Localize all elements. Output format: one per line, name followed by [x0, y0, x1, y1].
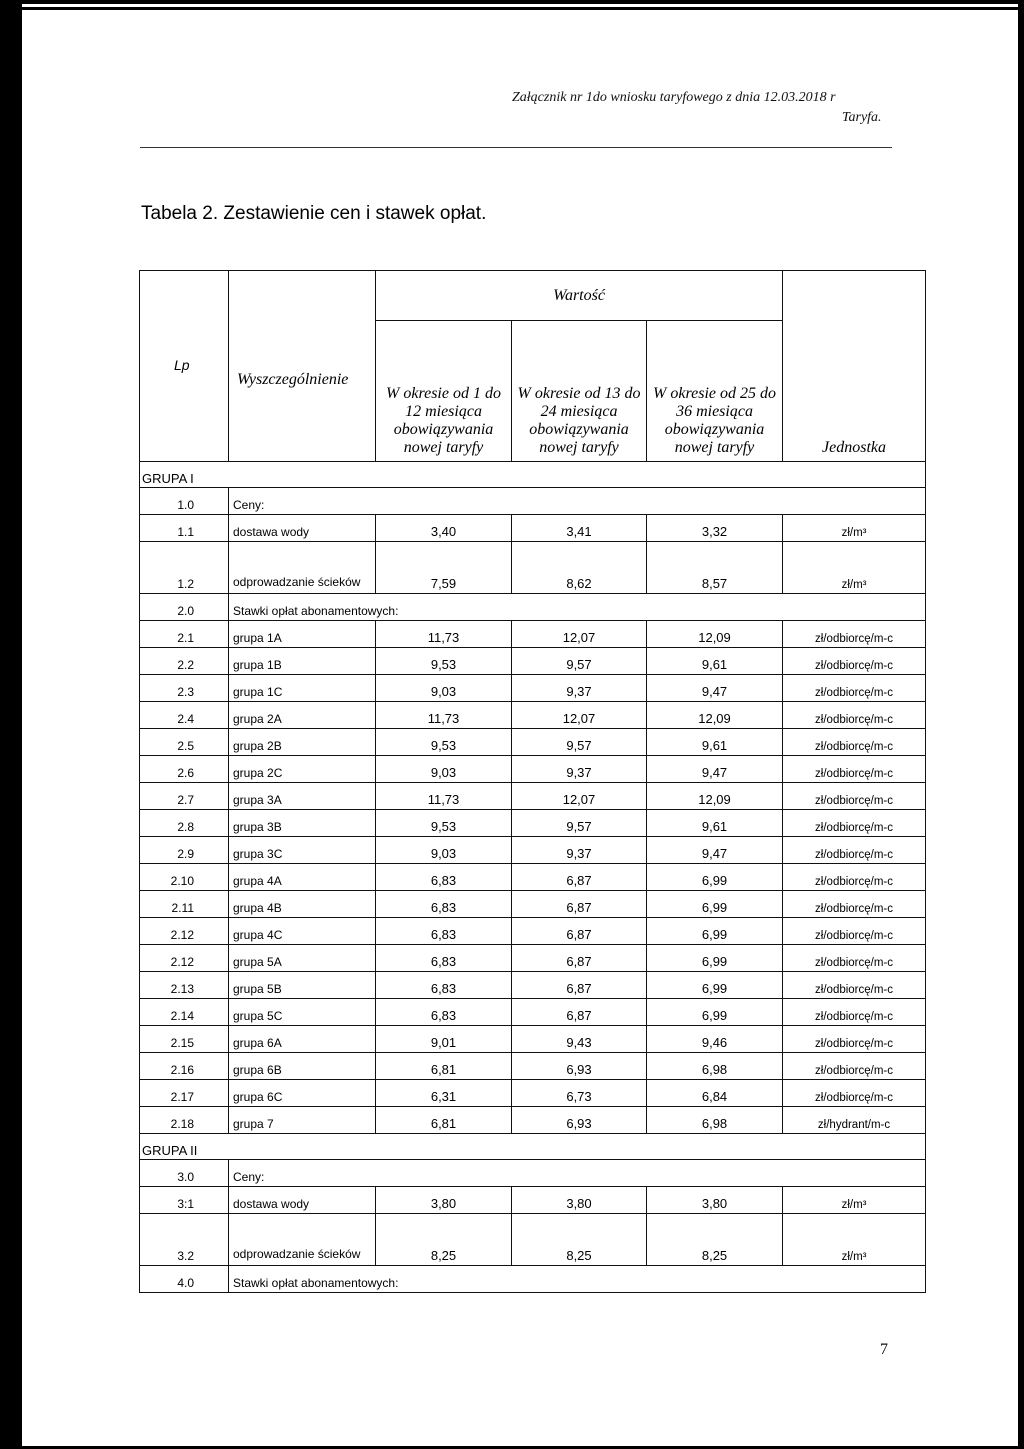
table-row	[140, 918, 926, 945]
row-value-period3: 9,61	[647, 648, 783, 675]
row-lp: 2.4	[140, 702, 229, 729]
table-row	[140, 621, 926, 648]
row-lp: 2.5	[140, 729, 229, 756]
row-value-period1: 6,81	[376, 1107, 512, 1134]
row-value-period3: 9,61	[647, 729, 783, 756]
row-value-period3: 9,46	[647, 1026, 783, 1053]
row-description: grupa 7	[229, 1107, 376, 1134]
row-value-period3: 6,99	[647, 891, 783, 918]
row-description: odprowadzanie ścieków	[229, 542, 376, 594]
row-value-period1: 3,80	[376, 1187, 512, 1214]
row-value-period2: 6,93	[512, 1053, 647, 1080]
row-description: grupa 3C	[229, 837, 376, 864]
row-value-period2: 12,07	[512, 783, 647, 810]
row-description: grupa 1B	[229, 648, 376, 675]
row-value-period2: 9,37	[512, 756, 647, 783]
row-description: grupa 6C	[229, 1080, 376, 1107]
row-lp: 3.0	[140, 1160, 229, 1187]
row-unit: zł/odbiorcę/m-c	[783, 1026, 926, 1053]
row-value-period3: 6,99	[647, 972, 783, 999]
table-row	[140, 999, 926, 1026]
table-row	[140, 972, 926, 999]
scan-top-edge	[22, 4, 1018, 7]
row-value-period2: 6,87	[512, 864, 647, 891]
table-row	[140, 542, 926, 594]
row-unit: zł/odbiorcę/m-c	[783, 675, 926, 702]
row-value-period1: 9,03	[376, 837, 512, 864]
row-value-period3: 3,32	[647, 515, 783, 542]
row-section-label: Ceny:	[229, 1160, 926, 1187]
row-unit: zł/odbiorcę/m-c	[783, 864, 926, 891]
row-lp: 2.16	[140, 1053, 229, 1080]
col-period1-header: W okresie od 1 do 12 miesiąca obowiązywania nowej taryfy	[376, 321, 512, 462]
row-value-period2: 12,07	[512, 702, 647, 729]
row-value-period2: 9,37	[512, 675, 647, 702]
row-value-period3: 9,61	[647, 810, 783, 837]
row-description: grupa 4A	[229, 864, 376, 891]
row-lp: 2.0	[140, 594, 229, 621]
table-row	[140, 729, 926, 756]
table-row	[140, 1080, 926, 1107]
row-value-period1: 9,01	[376, 1026, 512, 1053]
table-row	[140, 891, 926, 918]
row-value-period3: 6,99	[647, 864, 783, 891]
row-lp: 2.8	[140, 810, 229, 837]
row-value-period2: 9,37	[512, 837, 647, 864]
table-row	[140, 488, 926, 515]
row-value-period2: 9,57	[512, 810, 647, 837]
row-lp: 4.0	[140, 1266, 229, 1293]
row-lp: 2.15	[140, 1026, 229, 1053]
row-value-period2: 6,93	[512, 1107, 647, 1134]
table-row	[140, 702, 926, 729]
row-unit: zł/odbiorcę/m-c	[783, 1053, 926, 1080]
table-row	[140, 594, 926, 621]
row-unit: zł/hydrant/m-c	[783, 1107, 926, 1134]
row-unit: zł/odbiorcę/m-c	[783, 729, 926, 756]
row-lp: 2.17	[140, 1080, 229, 1107]
row-lp: 1.0	[140, 488, 229, 515]
table-row	[140, 945, 926, 972]
row-value-period1: 8,25	[376, 1214, 512, 1266]
row-value-period1: 6,31	[376, 1080, 512, 1107]
row-value-period1: 9,53	[376, 729, 512, 756]
table-title: Tabela 2. Zestawienie cen i stawek opłat.	[141, 203, 487, 224]
row-value-period1: 6,81	[376, 1053, 512, 1080]
row-lp: 2.3	[140, 675, 229, 702]
row-unit: zł/odbiorcę/m-c	[783, 972, 926, 999]
row-description: grupa 3A	[229, 783, 376, 810]
table-row	[140, 1214, 926, 1266]
table-row	[140, 1187, 926, 1214]
row-value-period3: 6,98	[647, 1053, 783, 1080]
row-description: dostawa wody	[229, 1187, 376, 1214]
row-lp: 2.13	[140, 972, 229, 999]
row-value-period1: 3,40	[376, 515, 512, 542]
row-unit: zł/m³	[783, 1214, 926, 1266]
row-value-period2: 12,07	[512, 621, 647, 648]
row-description: grupa 1C	[229, 675, 376, 702]
row-value-period2: 6,87	[512, 945, 647, 972]
row-value-period2: 3,41	[512, 515, 647, 542]
row-value-period3: 12,09	[647, 783, 783, 810]
rates-table	[139, 270, 926, 1293]
row-unit: zł/odbiorcę/m-c	[783, 999, 926, 1026]
row-description: odprowadzanie ścieków	[229, 1214, 376, 1266]
col-period3-header: W okresie od 25 do 36 miesiąca obowiązywania nowej taryfy	[647, 321, 783, 462]
row-lp: 2.18	[140, 1107, 229, 1134]
row-unit: zł/odbiorcę/m-c	[783, 648, 926, 675]
row-section-label: Ceny:	[229, 488, 926, 515]
row-value-period1: 6,83	[376, 864, 512, 891]
row-value-period3: 9,47	[647, 675, 783, 702]
table-row	[140, 756, 926, 783]
row-value-period2: 9,57	[512, 648, 647, 675]
tariff-header: Taryfa.	[842, 110, 882, 125]
row-lp: 2.14	[140, 999, 229, 1026]
row-value-period1: 11,73	[376, 621, 512, 648]
col-lp-header: Lp	[140, 271, 229, 462]
row-value-period1: 6,83	[376, 999, 512, 1026]
header-rule	[140, 147, 892, 148]
row-value-period1: 6,83	[376, 918, 512, 945]
row-value-period1: 6,83	[376, 945, 512, 972]
row-value-period3: 6,84	[647, 1080, 783, 1107]
row-lp: 2.2	[140, 648, 229, 675]
table-row	[140, 810, 926, 837]
row-value-period2: 8,62	[512, 542, 647, 594]
table-row	[140, 837, 926, 864]
row-value-period2: 6,87	[512, 918, 647, 945]
row-section-label: Stawki opłat abonamentowych:	[229, 594, 926, 621]
row-description: grupa 5C	[229, 999, 376, 1026]
row-unit: zł/m³	[783, 1187, 926, 1214]
row-section-label: Stawki opłat abonamentowych:	[229, 1266, 926, 1293]
table-row	[140, 783, 926, 810]
table-row	[140, 648, 926, 675]
col-unit-header: Jednostka	[783, 271, 926, 462]
row-lp: 2.9	[140, 837, 229, 864]
row-unit: zł/odbiorcę/m-c	[783, 945, 926, 972]
row-value-period2: 6,87	[512, 972, 647, 999]
row-value-period3: 6,98	[647, 1107, 783, 1134]
table-row	[140, 1026, 926, 1053]
table-row	[140, 864, 926, 891]
row-unit: zł/odbiorcę/m-c	[783, 810, 926, 837]
row-lp: 2.12	[140, 918, 229, 945]
row-value-period3: 3,80	[647, 1187, 783, 1214]
table-row	[140, 1107, 926, 1134]
row-value-period3: 6,99	[647, 999, 783, 1026]
row-value-period1: 11,73	[376, 783, 512, 810]
row-lp: 2.7	[140, 783, 229, 810]
row-description: grupa 5B	[229, 972, 376, 999]
row-description: grupa 6B	[229, 1053, 376, 1080]
row-value-period3: 8,57	[647, 542, 783, 594]
row-value-period3: 9,47	[647, 837, 783, 864]
row-lp: 2.6	[140, 756, 229, 783]
row-lp: 3.2	[140, 1214, 229, 1266]
row-value-period1: 11,73	[376, 702, 512, 729]
row-value-period2: 3,80	[512, 1187, 647, 1214]
row-value-period3: 12,09	[647, 702, 783, 729]
group-1-label: GRUPA I	[140, 462, 926, 488]
row-value-period1: 6,83	[376, 891, 512, 918]
row-unit: zł/odbiorcę/m-c	[783, 702, 926, 729]
row-value-period3: 6,99	[647, 945, 783, 972]
row-description: grupa 1A	[229, 621, 376, 648]
row-value-period1: 7,59	[376, 542, 512, 594]
row-value-period2: 9,57	[512, 729, 647, 756]
row-lp: 2.11	[140, 891, 229, 918]
row-unit: zł/odbiorcę/m-c	[783, 756, 926, 783]
row-value-period1: 9,03	[376, 756, 512, 783]
row-value-period1: 9,53	[376, 810, 512, 837]
row-value-period3: 9,47	[647, 756, 783, 783]
row-description: grupa 4C	[229, 918, 376, 945]
row-description: grupa 6A	[229, 1026, 376, 1053]
row-description: grupa 3B	[229, 810, 376, 837]
col-spec-header: Wyszczególnienie	[229, 271, 376, 462]
row-lp: 3:1	[140, 1187, 229, 1214]
table-row	[140, 1053, 926, 1080]
row-unit: zł/m³	[783, 515, 926, 542]
page-number: 7	[880, 1341, 888, 1358]
col-value-header: Wartość	[376, 271, 783, 321]
row-value-period2: 8,25	[512, 1214, 647, 1266]
row-lp: 2.12	[140, 945, 229, 972]
row-value-period2: 6,87	[512, 891, 647, 918]
row-unit: zł/odbiorcę/m-c	[783, 621, 926, 648]
row-lp: 2.10	[140, 864, 229, 891]
row-description: grupa 2A	[229, 702, 376, 729]
row-value-period3: 6,99	[647, 918, 783, 945]
row-description: grupa 2C	[229, 756, 376, 783]
row-value-period1: 9,53	[376, 648, 512, 675]
row-lp: 1.2	[140, 542, 229, 594]
row-value-period1: 9,03	[376, 675, 512, 702]
row-unit: zł/odbiorcę/m-c	[783, 837, 926, 864]
annex-header: Załącznik nr 1do wniosku taryfowego z dnia 12.03.2018 r	[512, 90, 836, 105]
row-unit: zł/odbiorcę/m-c	[783, 1080, 926, 1107]
row-lp: 1.1	[140, 515, 229, 542]
row-description: grupa 2B	[229, 729, 376, 756]
row-unit: zł/m³	[783, 542, 926, 594]
row-description: grupa 5A	[229, 945, 376, 972]
table-row	[140, 675, 926, 702]
row-value-period1: 6,83	[376, 972, 512, 999]
row-unit: zł/odbiorcę/m-c	[783, 891, 926, 918]
table-row	[140, 1160, 926, 1187]
row-description: dostawa wody	[229, 515, 376, 542]
group-2-label: GRUPA II	[140, 1134, 926, 1160]
row-description: grupa 4B	[229, 891, 376, 918]
row-value-period3: 12,09	[647, 621, 783, 648]
row-value-period3: 8,25	[647, 1214, 783, 1266]
row-unit: zł/odbiorcę/m-c	[783, 783, 926, 810]
row-value-period2: 9,43	[512, 1026, 647, 1053]
row-value-period2: 6,87	[512, 999, 647, 1026]
table-row	[140, 515, 926, 542]
col-period2-header: W okresie od 13 do 24 miesiąca obowiązywania nowej taryfy	[512, 321, 647, 462]
row-value-period2: 6,73	[512, 1080, 647, 1107]
row-lp: 2.1	[140, 621, 229, 648]
table-row	[140, 1266, 926, 1293]
row-unit: zł/odbiorcę/m-c	[783, 918, 926, 945]
